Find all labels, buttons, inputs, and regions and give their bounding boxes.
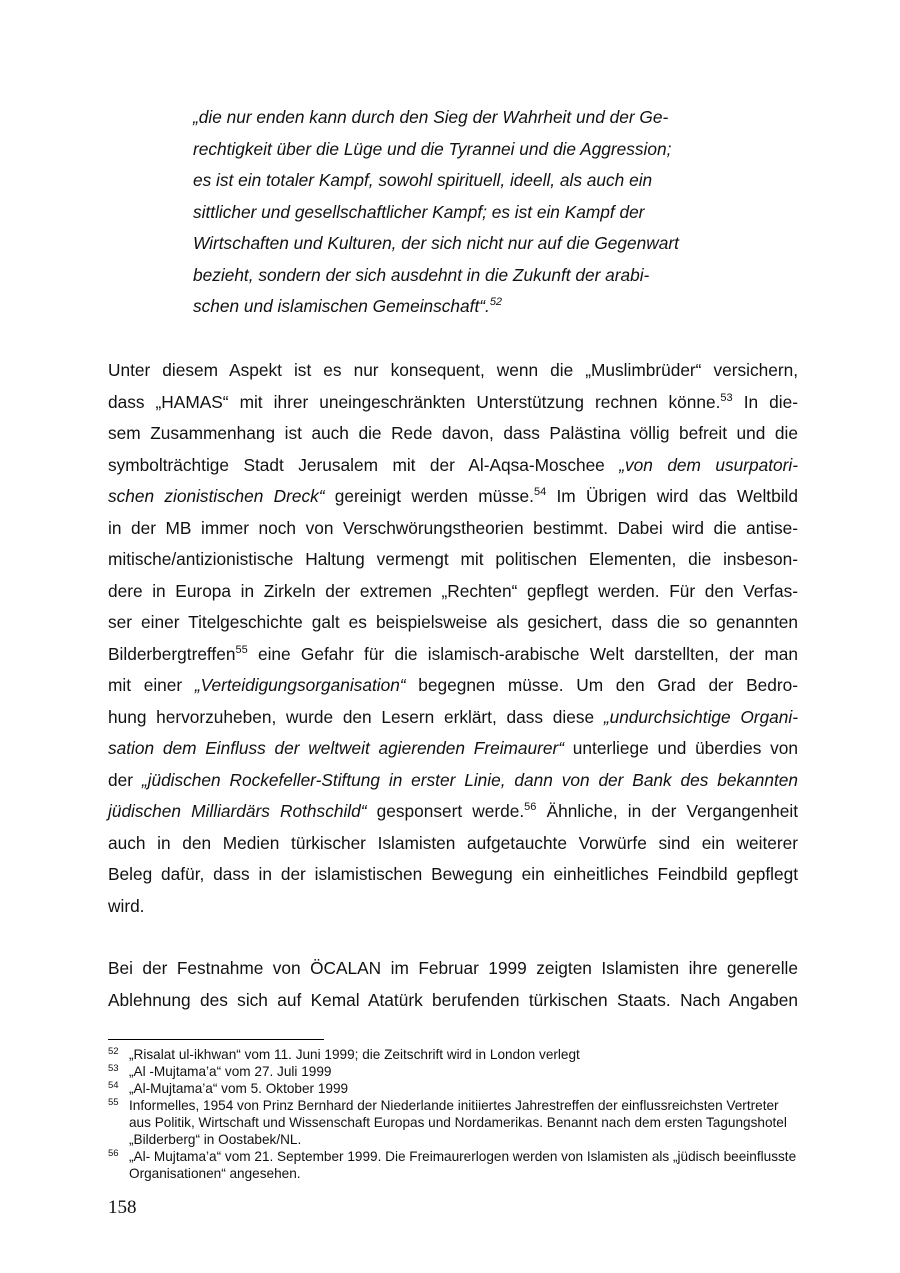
text-line: wird. [108,895,145,916]
paragraph-2 [108,953,798,1016]
footnote-ref[interactable]: 54 [533,486,547,498]
text-line: mitische/antizionistische Haltung vermengt mit politischen Elementen, die insbeson- [108,549,798,569]
text-line: Bei der Festnahme von ÖCALAN im Februar 1999 zeigten Islamisten ihre generelle [108,958,798,978]
footnote-number: 56 [108,1148,119,1159]
paragraph-1 [108,355,798,922]
quote-line: Wirtschaften und Kulturen, der sich nicht nur auf die Gegenwart [193,233,679,253]
text-line: ser einer Titelgeschichte galt es beispielsweise als gesichert, dass die so genannten [108,612,798,632]
footnote-text: „Risalat ul-ikhwan“ vom 11. Juni 1999; die Zeitschrift wird in London verlegt [129,1047,580,1062]
text-line: jüdischen Milliardärs Rothschild“ gesponsert werde.$^{56}$ Ähnliche, in der Vergangenheit [108,801,798,821]
quote-line: bezieht, sondern der sich ausdehnt in die Zukunft der arabi- [193,264,650,285]
text-line: dere in Europa in Zirkeln der extremen „Rechten“ gepflegt werden. Für den Verfas- [108,580,798,601]
text-line: der „jüdischen Rockefeller-Stiftung in erster Linie, dann von der Bank des bekannten [108,769,798,790]
quote-line: sittlicher und gesellschaftlicher Kampf; es ist ein Kampf der [193,201,645,222]
text-line: Ablehnung des sich auf Kemal Atatürk berufenden türkischen Staats. Nach Angaben [108,989,798,1010]
text-line: sation dem Einfluss der weltweit agierenden Freimaurer“ unterliege und überdies von [108,738,798,758]
text-line: dass „HAMAS“ mit ihrer uneingeschränkten Unterstützung rechnen könne.$^{53}$ In die- [108,391,798,412]
text-line: sem Zusammenhang ist auch die Rede davon, dass Palästina völlig befreit und die [108,423,798,443]
footnote-divider [108,1039,324,1040]
block-quote [193,102,738,323]
footnote-number: 54 [108,1080,119,1091]
text-line: hung hervorzuheben, wurde den Lesern erklärt, dass diese „undurchsichtige Organi- [108,706,798,727]
footnote-text: „Al -Mujtama’a“ vom 27. Juli 1999 [129,1064,332,1079]
text-line: Beleg dafür, dass in der islamistischen Bewegung ein einheitliches Feindbild gepflegt [108,864,798,884]
quote-line: schen und islamischen Gemeinschaft“.$^{52}$ [193,296,503,316]
footnote-ref[interactable]: 55 [235,643,248,656]
footnotes [108,1046,798,1182]
footnote-text: „Al- Mujtama’a“ vom 21. September 1999. Die Freimaurerlogen werden von Islamisten als „jüdisch beeinflusste Organisationen“ angesehen. [129,1149,797,1181]
quote-line: rechtigkeit über die Lüge und die Tyrannei und die Aggression; [193,138,672,159]
footnote-52 [108,1046,798,1063]
text-line: Bilderbergtreffen$^{55}$ eine Gefahr für die islamisch-arabische Welt darstellten, der man [108,643,798,664]
footnote-text: „Al-Mujtama’a“ vom 5. Oktober 1999 [129,1081,349,1096]
text-line: symbolträchtige Stadt Jerusalem mit der Al-Aqsa-Moschee „von dem usurpatori- [108,454,798,475]
page-number: 158 [108,1197,137,1218]
quote-line: „die nur enden kann durch den Sieg der Wahrheit und der Ge- [193,107,669,127]
footnote-54 [108,1080,798,1097]
text-line: Unter diesem Aspekt ist es nur konsequent, wenn die „Muslimbrüder“ versichern, [108,360,798,380]
text-line: schen zionistischen Dreck“ gereinigt werden müsse.$^{54}$ Im Übrigen wird das Weltbild [108,486,798,506]
footnote-ref[interactable]: 56 [524,801,537,813]
footnote-53 [108,1063,798,1080]
footnote-number: 55 [108,1097,119,1108]
quote-line: es ist ein totaler Kampf, sowohl spirituell, ideell, als auch ein [193,170,653,190]
text-line: auch in den Medien türkischer Islamisten aufgetauchte Vorwürfe sind ein weiterer [108,832,798,853]
footnote-number: 52 [108,1046,119,1057]
text-line: mit einer „Verteidigungsorganisation“ begegnen müsse. Um den Grad der Bedro- [108,675,798,695]
footnote-text: Informelles, 1954 von Prinz Bernhard der Niederlande initiiertes Jahrestreffen der einflussreichsten Vertreter aus Politik, Wirtschaft und Wissenschaft Europas und Nordamerikas. Benannt nach dem ersten Tagungshotel „Bilderberg“ in Oostabek/NL. [129,1098,787,1147]
footnote-55 [108,1097,798,1148]
footnote-56 [108,1148,798,1182]
text-line: in der MB immer noch von Verschwörungstheorien bestimmt. Dabei wird die antise- [108,517,798,538]
footnote-ref[interactable]: 52 [489,296,503,308]
footnote-ref[interactable]: 53 [720,391,733,404]
footnote-number: 53 [108,1063,119,1074]
